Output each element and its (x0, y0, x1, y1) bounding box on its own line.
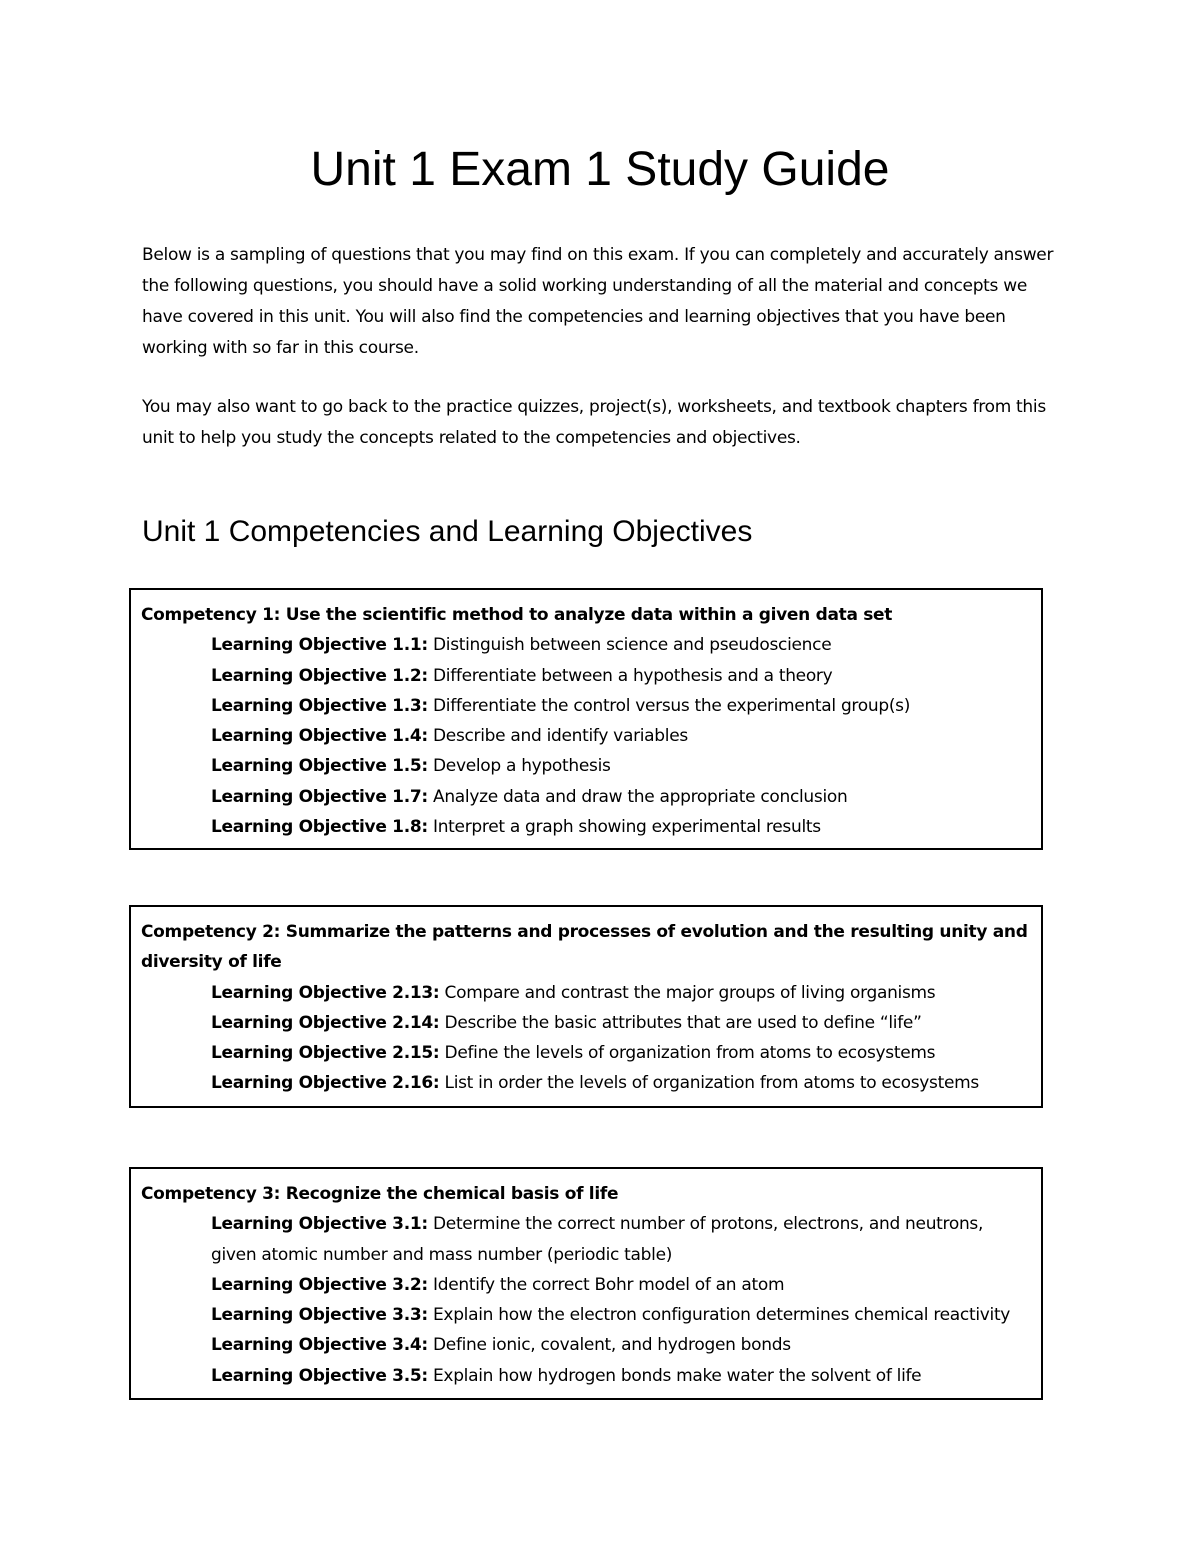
objective-text: Define the levels of organization from atoms to ecosystems (439, 1043, 936, 1064)
learning-objective-3-4 (211, 1330, 1031, 1360)
learning-objective-2-14 (211, 1008, 1031, 1038)
competency-2-heading: Competency 2: Summarize the patterns and processes of evolution and the resulting unity and diversity of life (141, 922, 1028, 973)
objective-label: Learning Objective 1.7: (211, 786, 428, 807)
objective-text: Define ionic, covalent, and hydrogen bonds (427, 1335, 791, 1356)
objective-label: Learning Objective 1.4: (211, 726, 428, 747)
objective-label: Learning Objective 3.2: (211, 1274, 428, 1295)
objective-label: Learning Objective 2.16: (211, 1073, 440, 1094)
objective-label: Learning Objective 1.3: (211, 695, 428, 716)
objective-label: Learning Objective 1.1: (211, 635, 428, 656)
objective-label: Learning Objective 2.14: (211, 1012, 440, 1033)
objective-label: Learning Objective 2.13: (211, 982, 440, 1003)
objective-text: Differentiate the control versus the experimental group(s) (427, 695, 911, 716)
learning-objective-1-8 (211, 812, 1031, 842)
objective-text: Interpret a graph showing experimental results (427, 817, 821, 838)
learning-objective-1-2 (211, 661, 1031, 691)
learning-objective-1-3 (211, 691, 1031, 721)
competency-2-objectives (141, 978, 1031, 1099)
competency-3-objectives (141, 1209, 1031, 1391)
objective-text: Describe the basic attributes that are used to define “life” (439, 1012, 922, 1033)
learning-objective-1-7 (211, 782, 1031, 812)
objective-text: Differentiate between a hypothesis and a theory (427, 665, 833, 686)
learning-objective-1-1 (211, 630, 1031, 660)
objective-text: Explain how hydrogen bonds make water the solvent of life (427, 1365, 922, 1386)
objective-label: Learning Objective 1.8: (211, 817, 428, 838)
learning-objective-2-16 (211, 1068, 1031, 1098)
objective-text: Explain how the electron configuration determines chemical reactivity (427, 1305, 1011, 1326)
competency-2-box (129, 905, 1043, 1108)
learning-objective-1-4 (211, 721, 1031, 751)
competency-3-box (129, 1167, 1043, 1400)
objective-text: Distinguish between science and pseudoscience (427, 635, 832, 656)
objective-label: Learning Objective 1.2: (211, 665, 428, 686)
learning-objective-3-1 (211, 1209, 1031, 1270)
objective-text: List in order the levels of organization from atoms to ecosystems (439, 1073, 979, 1094)
objective-text: Describe and identify variables (427, 726, 688, 747)
learning-objective-2-13 (211, 978, 1031, 1008)
objective-label: Learning Objective 2.15: (211, 1043, 440, 1064)
learning-objective-3-5 (211, 1361, 1031, 1391)
objective-text: Develop a hypothesis (427, 756, 611, 777)
competency-1-objectives (141, 630, 1031, 842)
objective-label: Learning Objective 3.5: (211, 1365, 428, 1386)
objective-label: Learning Objective 1.5: (211, 756, 428, 777)
objective-text: Determine the correct number of protons, electrons, and neutrons, given atomic number and mass number (periodic table) (211, 1214, 984, 1265)
objective-label: Learning Objective 3.4: (211, 1335, 428, 1356)
objective-label: Learning Objective 3.1: (211, 1214, 428, 1235)
learning-objective-2-15 (211, 1038, 1031, 1068)
objective-text: Identify the correct Bohr model of an atom (427, 1274, 785, 1295)
learning-objective-3-3 (211, 1300, 1031, 1330)
competency-1-box (129, 588, 1043, 850)
objective-text: Compare and contrast the major groups of living organisms (439, 982, 936, 1003)
section-heading: Unit 1 Competencies and Learning Objectives (142, 515, 753, 548)
learning-objective-1-5 (211, 751, 1031, 781)
objective-label: Learning Objective 3.3: (211, 1305, 428, 1326)
objective-text: Analyze data and draw the appropriate conclusion (427, 786, 848, 807)
intro-paragraph: Below is a sampling of questions that you may find on this exam. If you can completely and accurately answer the following questions, you should have a solid working understanding of all the material and concepts we have covered in this unit. You will also find the competencies and learning objectives that you have been working with so far in this course. (142, 245, 1054, 358)
study-tips-paragraph: You may also want to go back to the practice quizzes, project(s), worksheets, and textbook chapters from this unit to help you study the concepts related to the competencies and objectives. (142, 397, 1046, 448)
learning-objective-3-2 (211, 1270, 1031, 1300)
competency-3-heading: Competency 3: Recognize the chemical basis of life (141, 1184, 619, 1204)
document-title: Unit 1 Exam 1 Study Guide (310, 143, 890, 196)
competency-1-heading: Competency 1: Use the scientific method to analyze data within a given data set (141, 605, 893, 625)
